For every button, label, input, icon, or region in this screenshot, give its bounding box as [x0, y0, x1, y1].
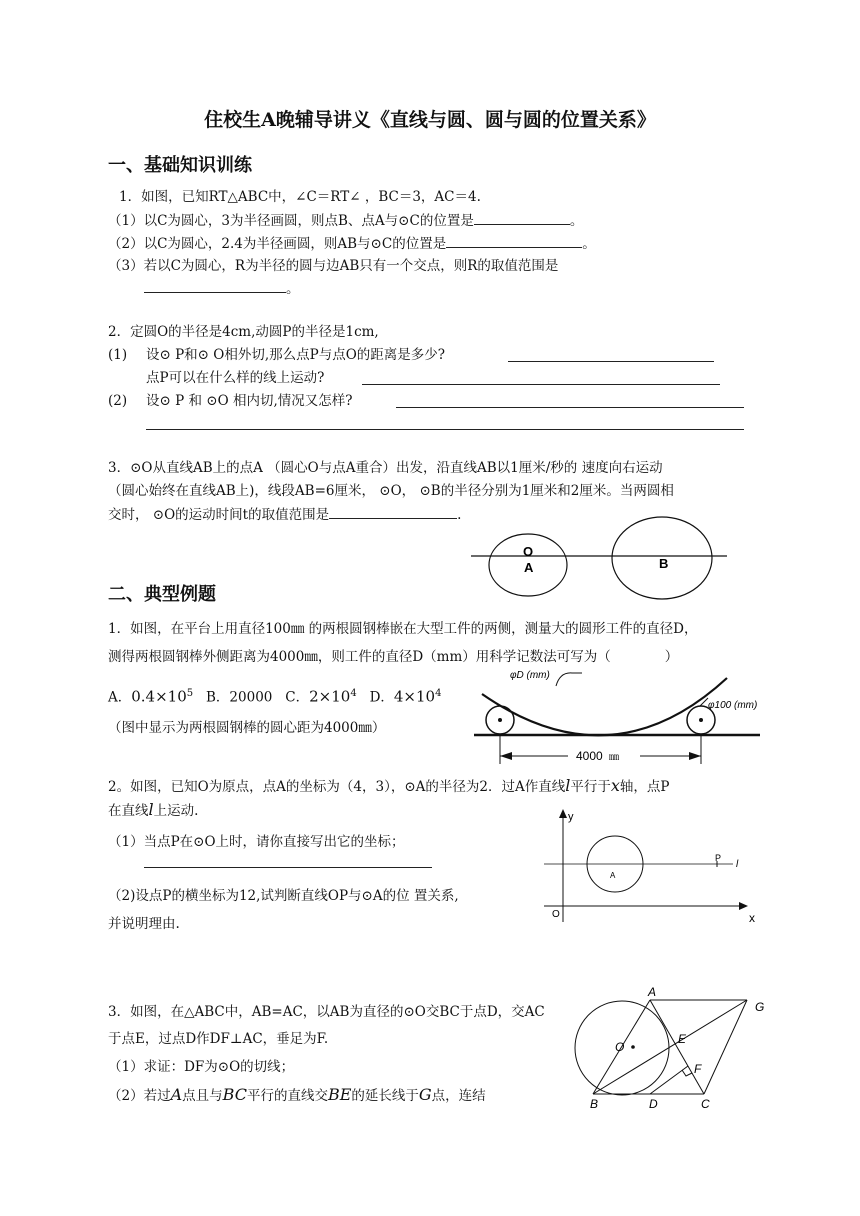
label-mm: ㎜	[609, 752, 619, 763]
ex2-part2b: 并说明理由.	[108, 916, 180, 932]
ex2-line1: 2。如图，已知O为原点，点A的坐标为（4，3），⊙A的半径为2．过A作直线l平行于x轴，点P	[108, 776, 670, 795]
ex3-part1: （1）求证：DF为⊙O的切线；	[108, 1059, 295, 1075]
label-diameter: φD (mm)	[510, 670, 550, 681]
circles-on-line-figure	[465, 510, 745, 600]
label-100mm: φ100 (mm)	[708, 700, 758, 711]
q1-part3-blank: 。	[144, 278, 300, 299]
q2-part1-num: (1)	[108, 347, 128, 363]
q1-part2: （2）以C为圆心，2.4为半径画圆，则AB与⊙C的位置是 。	[108, 233, 596, 254]
q2-part2-num: (2)	[108, 393, 128, 409]
label-f: F	[694, 1062, 702, 1076]
label-l: l	[736, 859, 739, 870]
q1-part3: （3）若以C为圆心，R为半径的圆与边AB只有一个交点，则R的取值范围是	[108, 258, 559, 274]
label-a: A	[648, 985, 657, 999]
label-a: A	[524, 560, 534, 575]
label-d: D	[649, 1097, 658, 1111]
section-heading-examples: 二、典型例题	[108, 584, 216, 605]
q3-line1: 3．⊙O从直线AB上的点A （圆心O与点A重合）出发，沿直线AB以1厘米/秒的 速度向右运动	[108, 460, 663, 476]
answer-line	[144, 867, 432, 868]
label-4000: 4000	[576, 749, 603, 763]
label-p: P	[715, 853, 722, 863]
answer-line	[508, 361, 714, 362]
label-origin: O	[552, 909, 560, 920]
q2-part1: 设⊙ P和⊙ O相外切,那么点P与点O的距离是多少?	[146, 347, 446, 363]
label-o: O	[615, 1040, 625, 1054]
page-title: 住校生A晚辅导讲义《直线与圆、圆与圆的位置关系》	[204, 109, 656, 131]
q1-part1: （1）以C为圆心，3为半径画圆，则点B、点A与⊙C的位置是 。	[108, 210, 583, 231]
answer-line	[396, 407, 744, 408]
ex3-line2: 于点E，过点D作DF⊥AC，垂足为F.	[108, 1031, 329, 1047]
section-heading-basics: 一、基础知识训练	[108, 155, 252, 176]
answer-line	[362, 384, 720, 385]
label-g: G	[755, 1000, 765, 1014]
ex1-note: （图中显示为两根圆钢棒的圆心距为4000㎜）	[108, 720, 386, 736]
triangle-circle-figure	[570, 985, 770, 1113]
answer-line	[146, 429, 744, 430]
ex3-part2: （2）若过A点且与BC平行的直线交BE的延长线于G点，连结	[108, 1085, 486, 1104]
ex1-options: A．$0.4\times 10^5$ B．20000 C．$2\times 10^4$ D．$4\times 10^4$	[108, 687, 442, 706]
q2-part2: 设⊙ P 和 ⊙O 相内切,情况又怎样?	[146, 393, 353, 409]
q3-line3: 交时， ⊙O的运动时间t的取值范围是 .	[108, 504, 461, 525]
ex1-line2: 测得两根圆钢棒外侧距离为4000㎜，则工件的直径D（mm）用科学记数法可写为（ ）	[108, 649, 679, 665]
q1-stem: 1．如图，已知RT△ABC中，∠C＝RT∠ ，BC＝3，AC＝4.	[119, 189, 481, 205]
label-y: y	[568, 811, 574, 823]
ex3-line1: 3．如图，在△ABC中，AB=AC，以AB为直径的⊙O交BC于点D，交AC	[108, 1004, 545, 1020]
label-b: B	[659, 556, 669, 571]
label-o: O	[523, 544, 534, 559]
label-x: x	[749, 911, 755, 925]
steel-bar-figure	[472, 664, 762, 768]
coordinate-figure	[540, 804, 760, 926]
label-e: E	[678, 1032, 687, 1046]
ex2-part1: （1）当点P在⊙O上时，请你直接写出它的坐标；	[108, 834, 405, 850]
q3-line2: （圆心始终在直线AB上)，线段AB=6厘米， ⊙O， ⊙B的半径分别为1厘米和2厘米。当两圆相	[108, 483, 674, 499]
ex1-line1: 1．如图，在平台上用直径100㎜ 的两根圆钢棒嵌在大型工件的两侧，测量大的圆形工件的直径D，	[108, 621, 698, 637]
ex2-line2: 在直线l上运动.	[108, 800, 199, 819]
label-a: A	[610, 871, 616, 880]
label-b: B	[590, 1097, 599, 1111]
q2-stem: 2．定圆O的半径是4cm,动圆P的半径是1cm,	[108, 324, 379, 340]
ex2-part2: （2)设点P的横坐标为12,试判断直线OP与⊙A的位 置关系,	[108, 888, 459, 904]
q2-part1b: 点P可以在什么样的线上运动?	[146, 370, 325, 386]
label-c: C	[701, 1097, 710, 1111]
